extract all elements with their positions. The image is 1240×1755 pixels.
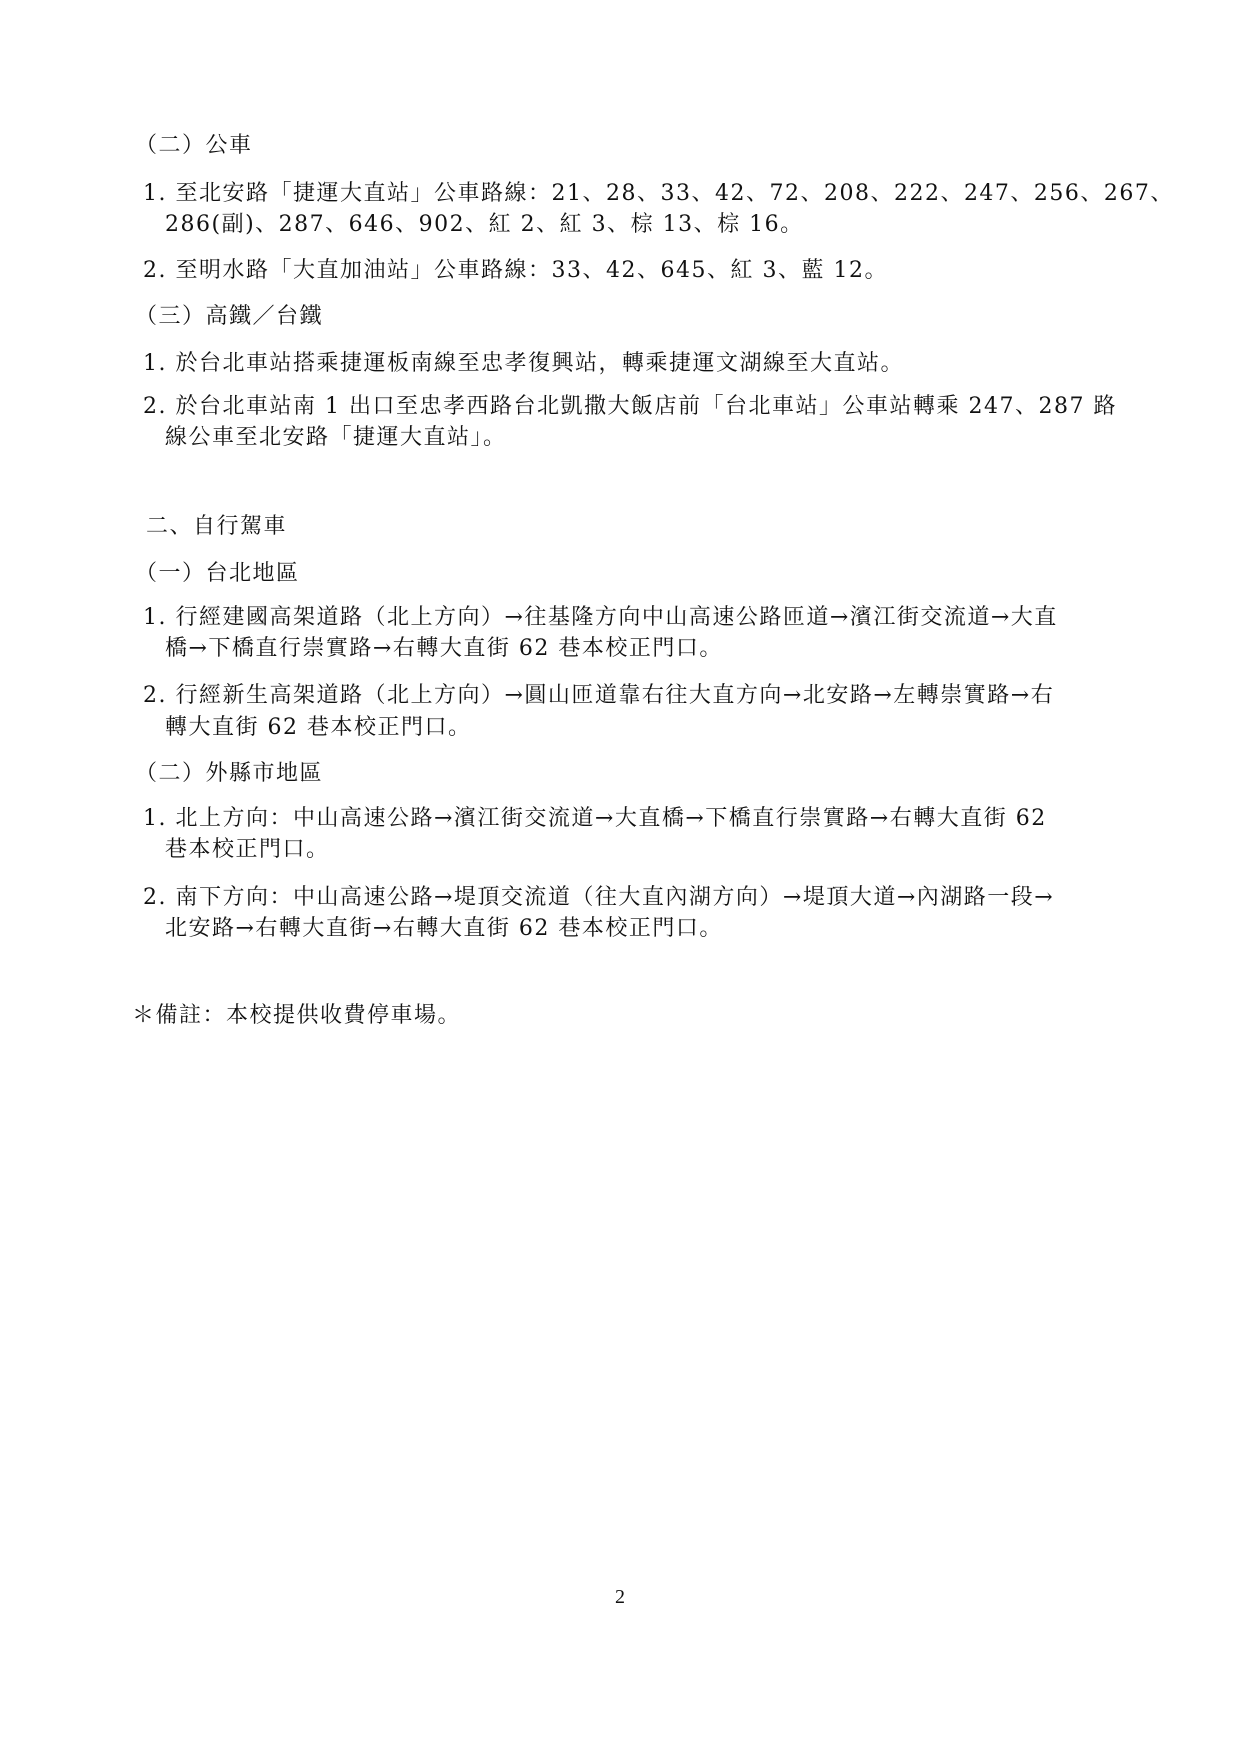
- other-item-2-line-1: 2. 南下方向：中山高速公路→堤頂交流道（往大直內湖方向）→堤頂大道→內湖路一段→: [143, 885, 1055, 910]
- other-counties-heading: （二）外縣市地區: [135, 761, 324, 786]
- other-item-2-line-2: 北安路→右轉大直街→右轉大直街 62 巷本校正門口。: [165, 916, 723, 941]
- other-item-1-line-2: 巷本校正門口。: [165, 837, 330, 862]
- rail-heading: （三）高鐵／台鐵: [135, 304, 324, 329]
- bus-item-1-line-1: 1. 至北安路「捷運大直站」公車路線：21、28、33、42、72、208、222、247、256、267、: [143, 181, 1174, 206]
- taipei-item-1-line-1: 1. 行經建國高架道路（北上方向）→往基隆方向中山高速公路匝道→濱江街交流道→大直: [143, 605, 1058, 630]
- taipei-heading: （一）台北地區: [135, 561, 300, 586]
- rail-item-2-line-1: 2. 於台北車站南 1 出口至忠孝西路台北凱撒大飯店前「台北車站」公車站轉乘 247、287 路: [143, 394, 1117, 419]
- other-item-1-line-1: 1. 北上方向：中山高速公路→濱江街交流道→大直橋→下橋直行崇實路→右轉大直街 62: [143, 806, 1047, 831]
- taipei-item-2-line-1: 2. 行經新生高架道路（北上方向）→圓山匝道靠右往大直方向→北安路→左轉崇實路→右: [143, 683, 1055, 708]
- taipei-item-1-line-2: 橋→下橋直行崇實路→右轉大直街 62 巷本校正門口。: [165, 636, 723, 661]
- page-number: 2: [615, 1586, 625, 1608]
- bus-item-2: 2. 至明水路「大直加油站」公車路線：33、42、645、紅 3、藍 12。: [143, 258, 888, 283]
- parking-note: ＊備註：本校提供收費停車場。: [132, 1003, 462, 1028]
- bus-heading: （二）公車: [135, 133, 253, 158]
- bus-item-1-line-2: 286(副)、287、646、902、紅 2、紅 3、棕 13、棕 16。: [165, 212, 804, 237]
- rail-item-1: 1. 於台北車站搭乘捷運板南線至忠孝復興站，轉乘捷運文湖線至大直站。: [143, 351, 904, 376]
- taipei-item-2-line-2: 轉大直街 62 巷本校正門口。: [165, 715, 472, 740]
- rail-item-2-line-2: 線公車至北安路「捷運大直站」。: [165, 425, 507, 450]
- driving-heading: 二、自行駕車: [146, 514, 288, 539]
